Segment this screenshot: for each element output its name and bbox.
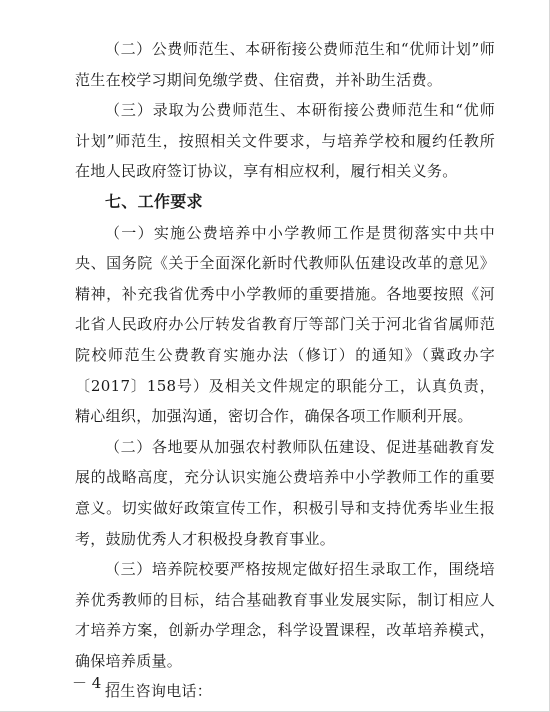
paragraph-requirement-2: （二）各地要从加强农村教师队伍建设、促进基础教育发展的战略高度，充分认识实施公费培养中小学教师工作的重要意义。切实做好政策宣传工作，积极引导和支持优秀毕业生报考，鼓励优秀人才积极投身教育事业。 xyxy=(75,437,495,548)
page-number: － 4 － xyxy=(72,674,122,692)
paragraph-tuition-exemption: （二）公费师范生、本研衔接公费师范生和“优师计划”师范生在校学习期间免缴学费、住宿费，并补助生活费。 xyxy=(75,40,495,89)
section-title-work-requirements: 七、工作要求 xyxy=(105,191,203,211)
paragraph-requirement-1: （一）实施公费培养中小学教师工作是贯彻落实中共中央、国务院《关于全面深化新时代教师队伍建设改革的意见》精神，补充我省优秀中小学教师的重要措施。各地要按照《河北省人民政府办公厅转发省教育厅等部门关于河北省省属师范院校师范生公费教育实施办法（修订）的通知》（冀政办字〔2017〕158号）及相关文件规定的职能分工，认真负责，精心组织，加强沟通，密切合作，确保各项工作顺利开展。 xyxy=(75,223,495,426)
paragraph-consultation-phone: 招生咨询电话： xyxy=(105,682,213,701)
document-body xyxy=(75,34,495,707)
paragraph-requirement-3: （三）培养院校要严格按规定做好招生录取工作，围绕培养优秀教师的目标，结合基础教育事业发展实际，制订相应人才培养方案，创新办学理念，科学设置课程，改革培养模式，确保培养质量。 xyxy=(75,560,495,670)
paragraph-agreement-obligations: （三）录取为公费师范生、本研衔接公费师范生和“优师计划”师范生，按照相关文件要求，与培养学校和履约任教所在地人民政府签订协议，享有相应权利，履行相关义务。 xyxy=(75,101,495,181)
